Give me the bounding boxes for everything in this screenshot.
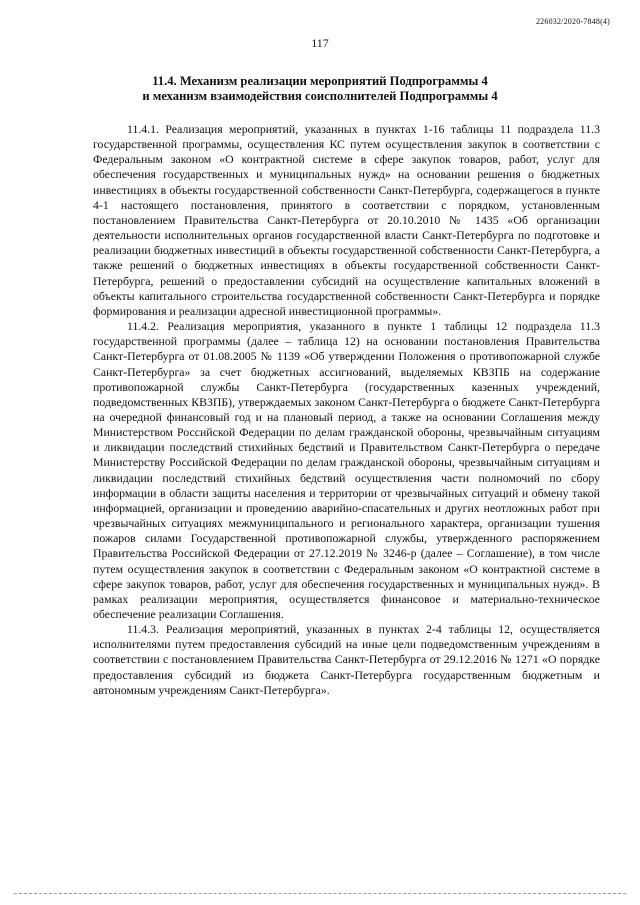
section-title-line-1: 11.4. Механизм реализации мероприятий Подпрограммы 4 <box>152 74 488 88</box>
document-body <box>93 122 600 698</box>
section-heading <box>60 74 580 104</box>
paragraph-11-4-1: 11.4.1. Реализация мероприятий, указанных в пунктах 1-16 таблицы 11 подраздела 11.3 государственной программы, осуществления КС путем осуществления закупок в соответствии с Федеральным законом «О контрактной системе в сфере закупок товаров, работ, услуг для обеспечения государственных и муниципальных нужд» на основании решения о бюджетных инвестициях в объекты государственной собственности Санкт-Петербурга, содержащегося в пункте 4-1 настоящего постановления, принятого в соответствии с порядком, установленным постановлением Правительства Санкт-Петербурга от 20.10.2010 № 1435 «Об организации деятельности исполнительных органов государственной власти Санкт-Петербурга по подготовке и реализации бюджетных инвестиций в объекты государственной собственности Санкт-Петербурга, а также решений о бюджетных инвестициях в объекты государственной собственности Санкт-Петербурга, решений о предоставлении субсидий на осуществление капитальных вложений в объекты капитального строительства государственной собственности Санкт-Петербурга и порядке формирования и реализации адресной инвестиционной программы». <box>93 122 600 318</box>
page-number: 117 <box>311 36 329 50</box>
section-title-line-2: и механизм взаимодействия соисполнителей Подпрограммы 4 <box>142 89 498 103</box>
paragraph-11-4-2: 11.4.2. Реализация мероприятия, указанного в пункте 1 таблицы 12 подраздела 11.3 государственной программы (далее – таблица 12) на основании постановления Правительства Санкт-Петербурга от 01.08.2005 № 1139 «Об утверждении Положения о противопожарной службе Санкт-Петербурга» за счет бюджетных ассигнований, выделяемых КВЗПБ на содержание противопожарной службы Санкт-Петербурга (государственных казенных учреждений, подведомственных КВЗПБ), утверждаемых законом Санкт-Петербурга о бюджете Санкт-Петербурга на очередной финансовый год и на плановый период, а также на основании Соглашения между Министерством Российской Федерации по делам гражданской обороны, чрезвычайным ситуациям и ликвидации последствий стихийных бедствий и Правительством Санкт-Петербурга о передаче Министерству Российской Федерации по делам гражданской обороны, чрезвычайным ситуациям и ликвидации последствий стихийных бедствий осуществления части полномочий по сбору информации в области защиты населения и территории от чрезвычайных ситуаций и обмену такой информацией, организации и проведению аварийно-спасательных и других неотложных работ при чрезвычайных ситуациях межмуниципального и регионального характера, организации тушения пожаров силами Государственной противопожарной службы, утвержденного распоряжением Правительства Российской Федерации от 27.12.2019 № 3246-р (далее – Соглашение), в том числе путем осуществления закупок в соответствии с Федеральным законом «О контрактной системе в сфере закупок товаров, работ, услуг для обеспечения государственных и муниципальных нужд». В рамках реализации мероприятия, осуществляется финансовое и материально-техническое обеспечение реализации Соглашения. <box>93 319 600 621</box>
bottom-divider <box>14 893 626 894</box>
document-id: 226032/2020-7848(4) <box>535 17 610 26</box>
paragraph-11-4-3: 11.4.3. Реализация мероприятий, указанных в пунктах 2-4 таблицы 12, осуществляется исполнителями путем предоставления субсидий на иные цели подведомственным учреждениям в соответствии с постановлением Правительства Санкт-Петербурга от 29.12.2016 № 1271 «О порядке предоставления субсидий из бюджета Санкт-Петербурга государственным бюджетным и автономным учреждениям Санкт-Петербурга». <box>93 622 600 697</box>
